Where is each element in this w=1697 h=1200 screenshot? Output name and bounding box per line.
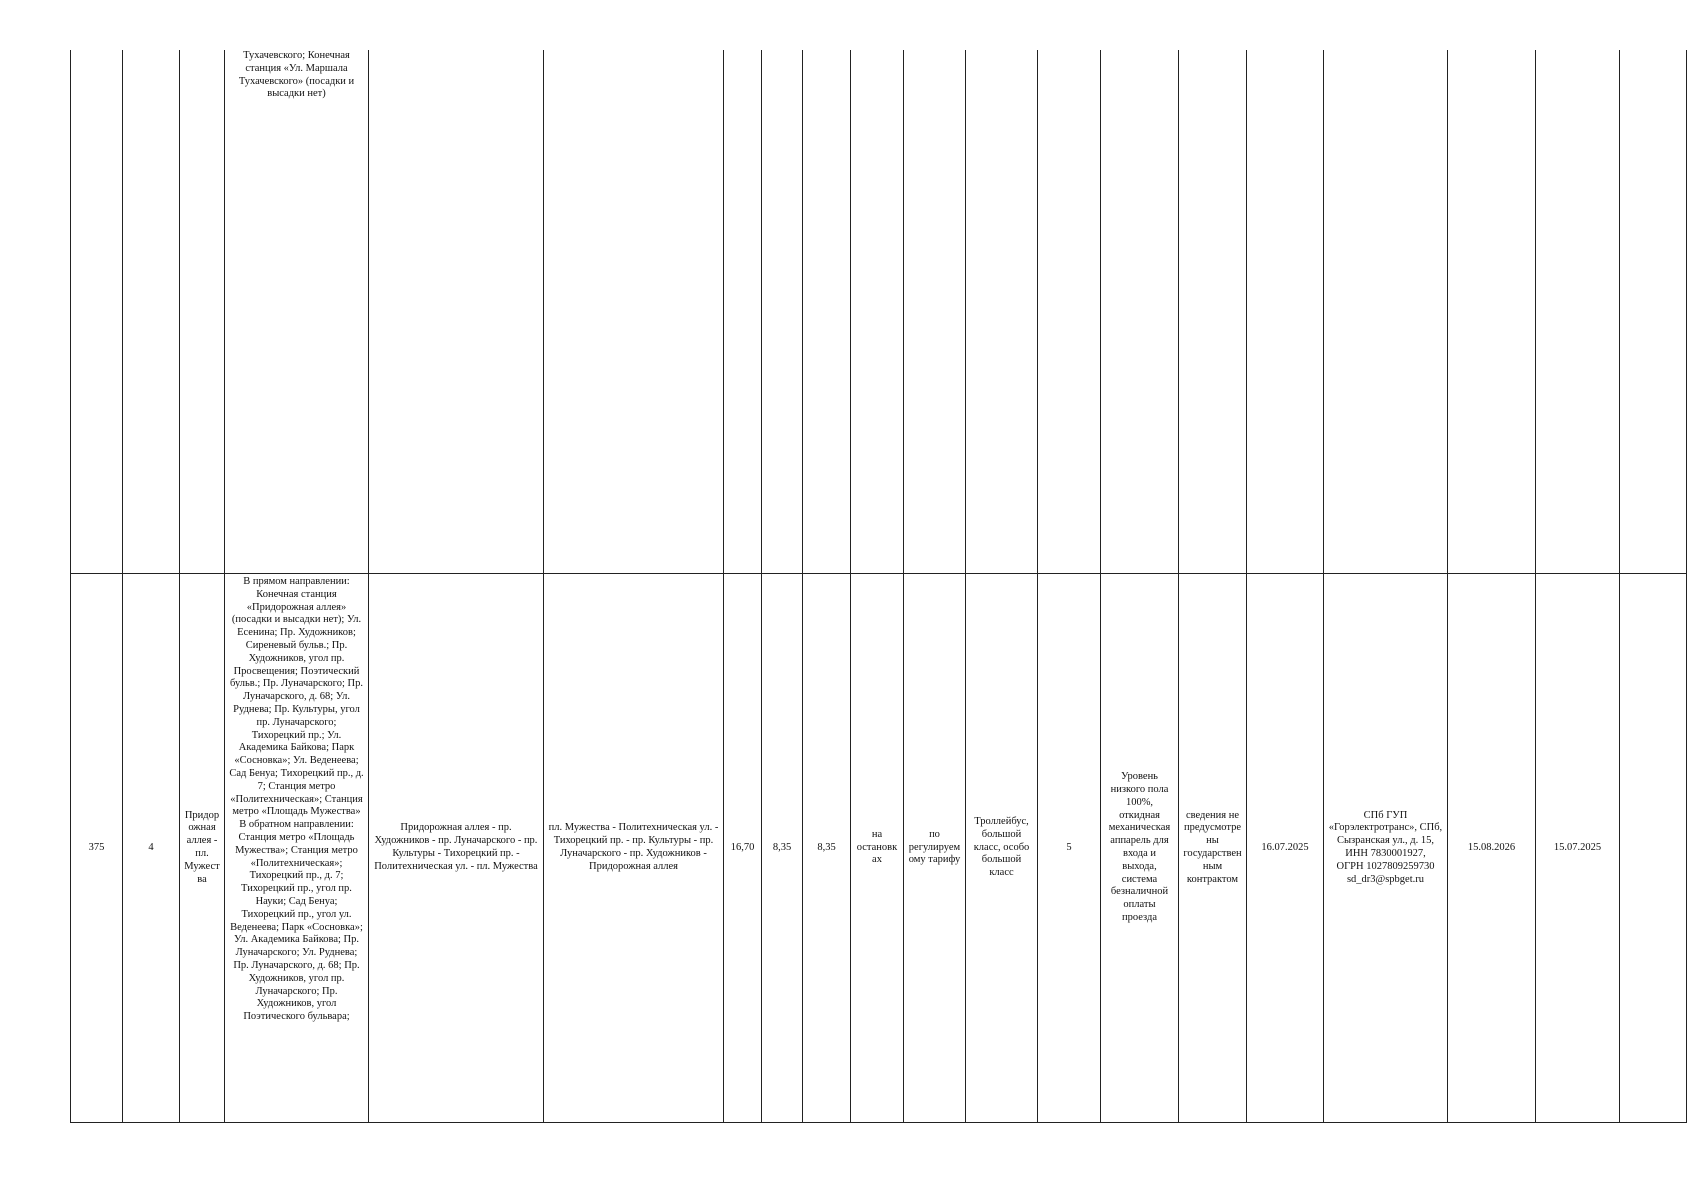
cell-length-backward: [803, 50, 851, 574]
carrier-name: СПб ГУП «Горэлектротранс», СПб, Сызранская ул., д. 15,: [1328, 809, 1443, 847]
cell-streets-forward: [369, 50, 544, 574]
cell-stops-continued: [225, 50, 369, 574]
cell-streets-backward: пл. Мужества - Политехническая ул. - Тихорецкий пр. - пр. Культуры - пр. Луначарского - пр. Художников - Придорожная аллея: [544, 574, 724, 1123]
cell-carrier: [1324, 574, 1448, 1123]
stops-backward-heading: В обратном направлении:: [239, 819, 354, 831]
cell-stops: [225, 574, 369, 1123]
carrier-inn: ИНН 7830001927,: [1345, 848, 1426, 859]
cell-registry-number: 375: [71, 574, 123, 1123]
cell-extra: [1620, 574, 1687, 1123]
carrier-email: sd_dr3@spbget.ru: [1346, 873, 1425, 885]
cell-eco-characteristics: Уровень низкого пола 100%, откидная механическая аппарель для входа и выхода, система безналичной оплаты проезда: [1101, 574, 1179, 1123]
carrier-ogrn: ОГРН 1027809259730: [1336, 860, 1435, 872]
cell-start-date: 16.07.2025: [1247, 574, 1324, 1123]
cell-eco-characteristics: [1101, 50, 1179, 574]
cell-stop-mode: на остановках: [851, 574, 904, 1123]
cell-vehicle-count: 5: [1038, 574, 1101, 1123]
cell-contract-info: сведения не предусмотрены государственным контрактом: [1179, 574, 1247, 1123]
cell-vehicle-count: [1038, 50, 1101, 574]
stops-forward-list: Конечная станция «Придорожная аллея» (посадки и высадки нет); Ул. Есенина; Пр. Художников; Сиреневый бульв.; Пр. Художников, угол пр. Просвещения; Поэтический бульв.; Пр. Луначарского; Пр. Луначарского, д. 68; Ул. Руднева; Пр. Культуры, угол пр. Луначарского; Тихорецкий пр.; Ул. Академика Байкова; Парк «Сосновка»; Ул. Веденеева; Сад Бенуа; Тихорецкий пр., д. 7; Станция метро «Политехническая»; Станция метро «Площадь Мужества»: [229, 588, 364, 818]
cell-vehicle-class: Троллейбус, большой класс, особо большой класс: [966, 574, 1038, 1123]
cell-length-forward: [762, 50, 803, 574]
cell-stop-mode: [851, 50, 904, 574]
cell-tariff: по регулируемому тарифу: [904, 574, 966, 1123]
stops-tail-text: Тухачевского; Конечная станция «Ул. Маршала Тухачевского» (посадки и высадки нет): [238, 50, 355, 100]
cell-registry-date: 15.07.2025: [1536, 574, 1620, 1123]
cell-vehicle-class: [966, 50, 1038, 574]
cell-length-backward: 8,35: [803, 574, 851, 1123]
cell-length-total: [724, 50, 762, 574]
cell-streets-backward: [544, 50, 724, 574]
cell-end-date: 15.08.2026: [1448, 574, 1536, 1123]
table-row-continued: [71, 50, 1687, 574]
table-row-route-375: [71, 574, 1687, 1123]
cell-route-name: Придорожная аллея - пл. Мужества: [180, 574, 225, 1123]
stops-backward-list: Станция метро «Площадь Мужества»; Станция метро «Политехническая»; Тихорецкий пр., д. 7; Тихорецкий пр., угол пр. Науки; Сад Бенуа; Тихорецкий пр., угол ул. Веденеева; Парк «Сосновка»; Ул. Академика Байкова; Пр. Луначарского; Ул. Руднева; Пр. Луначарского, д. 68; Пр. Художников, угол пр. Луначарского; Пр. Художников, угол Поэтического бульвара;: [230, 831, 363, 1023]
cell-length-forward: 8,35: [762, 574, 803, 1123]
cell-end-date: [1448, 50, 1536, 574]
cell-route-name: [180, 50, 225, 574]
cell-registry-number: [71, 50, 123, 574]
cell-start-date: [1247, 50, 1324, 574]
cell-registry-date: [1536, 50, 1620, 574]
stops-forward-heading: В прямом направлении:: [243, 576, 350, 587]
cell-streets-forward: Придорожная аллея - пр. Художников - пр. Луначарского - пр. Культуры - Тихорецкий пр. - Политехническая ул. - пл. Мужества: [369, 574, 544, 1123]
cell-extra: [1620, 50, 1687, 574]
cell-route-number: 4: [123, 574, 180, 1123]
cell-tariff: [904, 50, 966, 574]
route-registry-table: [70, 50, 1687, 1123]
cell-carrier: [1324, 50, 1448, 574]
cell-contract-info: [1179, 50, 1247, 574]
cell-length-total: 16,70: [724, 574, 762, 1123]
cell-route-number: [123, 50, 180, 574]
